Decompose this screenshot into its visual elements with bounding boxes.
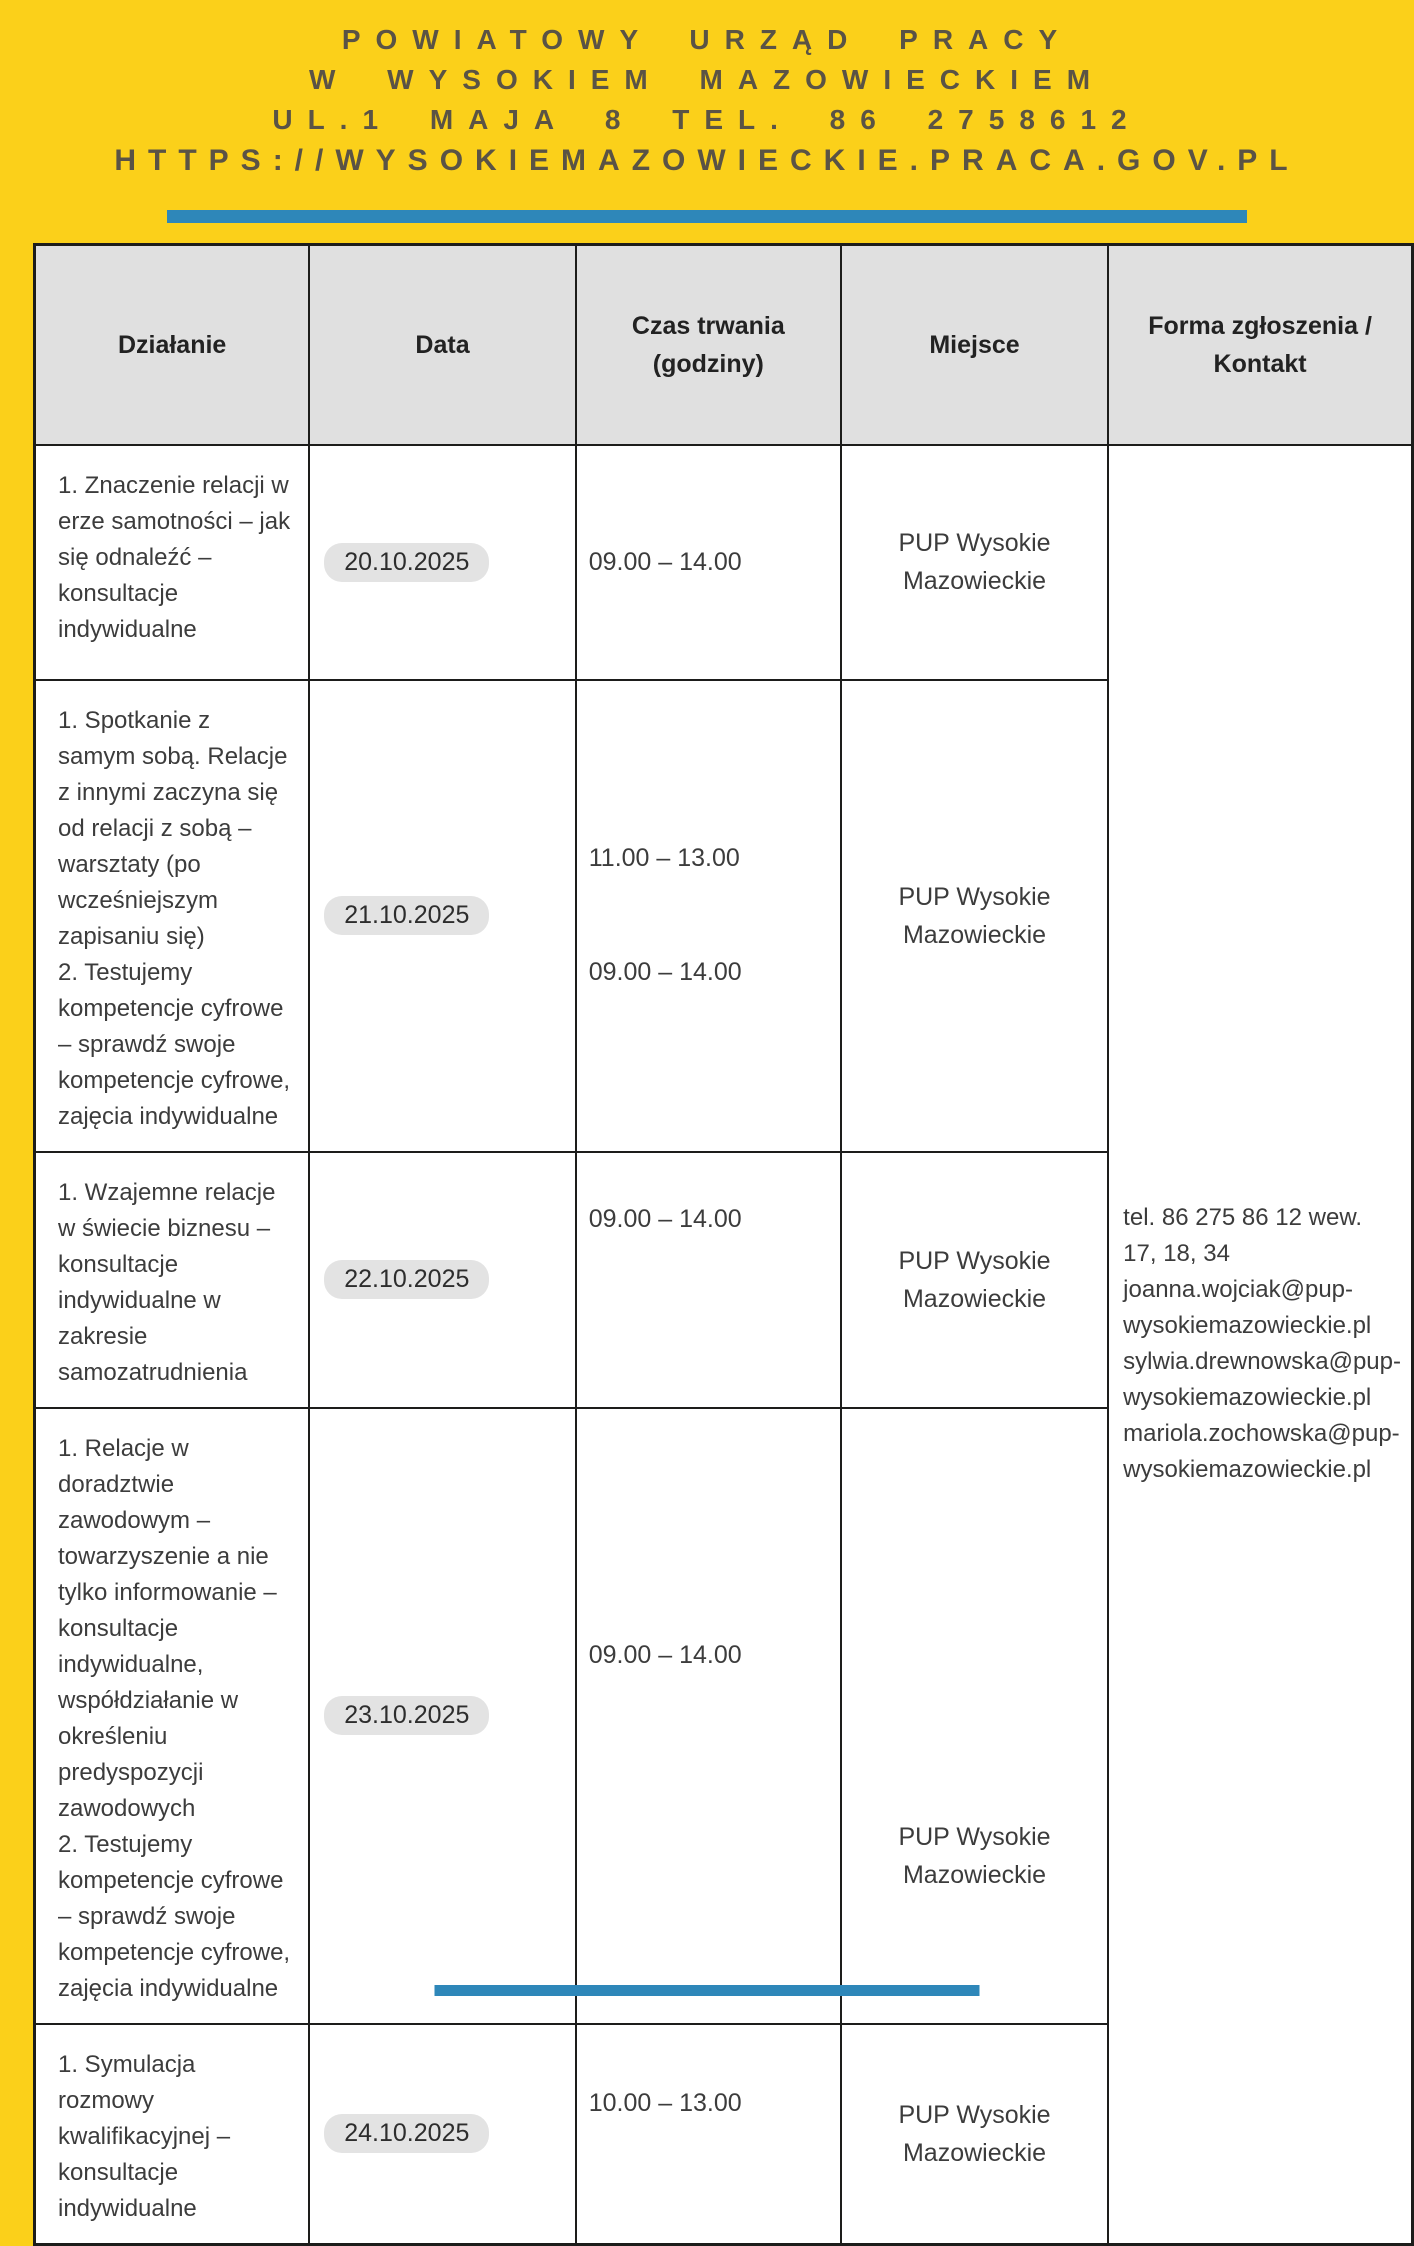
office-header: [0, 20, 1414, 181]
col-header-date: Data: [309, 245, 576, 445]
col-header-duration: Czas trwania (godziny): [576, 245, 841, 445]
date-cell: [309, 680, 576, 1152]
time-cell: [576, 1152, 841, 1408]
date-cell: [309, 1408, 576, 2024]
place-cell: PUP Wysokie Mazowieckie: [841, 2024, 1108, 2245]
time-cell: [576, 1408, 841, 2024]
time-value: 09.00 – 14.00: [588, 1205, 742, 1233]
office-name-line1: POWIATOWY URZĄD PRACY: [341, 24, 1073, 55]
time-value: 09.00 – 14.00: [588, 958, 742, 986]
time-value: 09.00 – 14.00: [588, 547, 742, 576]
place-cell: PUP Wysokie Mazowieckie: [841, 1152, 1108, 1408]
date-pill: 23.10.2025: [324, 1696, 489, 1735]
col-header-activity: Działanie: [35, 245, 310, 445]
date-pill: 20.10.2025: [324, 543, 489, 582]
date-pill: 24.10.2025: [324, 2114, 489, 2153]
footer-divider-bar: [435, 1985, 980, 1996]
header-divider-bar: [167, 210, 1247, 223]
time-value: 09.00 – 14.00: [588, 1641, 742, 1669]
col-header-place: Miejsce: [841, 245, 1108, 445]
date-pill: 22.10.2025: [324, 1260, 489, 1299]
date-pill: 21.10.2025: [324, 896, 489, 935]
place-cell: [841, 1408, 1108, 2024]
time-value: 11.00 – 13.00: [588, 844, 740, 872]
time-cell: [576, 680, 841, 1152]
time-cell: [576, 445, 841, 680]
col-header-contact: Forma zgłoszenia / Kontakt: [1108, 245, 1412, 445]
time-value: 10.00 – 13.00: [588, 2089, 742, 2117]
activity-cell: 1. Relacje w doradztwie zawodowym – towarzyszenie a nie tylko informowanie – konsultacje indywidualne, współdziałanie w określeniu predyspozycji zawodowych 2. Testujemy kompetencje cyfrowe – sprawdź swoje kompetencje cyfrowe, zajęcia indywidualne: [35, 1408, 310, 2024]
contact-cell: tel. 86 275 86 12 wew. 17, 18, 34 joanna.wojciak@pup-wysokiemazowieckie.pl sylwia.drewnowska@pup-wysokiemazowieckie.pl mariola.zochowska@pup-wysokiemazowieckie.pl: [1108, 445, 1412, 2245]
activity-cell: 1. Symulacja rozmowy kwalifikacyjnej – konsultacje indywidualne: [35, 2024, 310, 2245]
place-value: PUP Wysokie Mazowieckie: [898, 1822, 1051, 1889]
table-header-row: [35, 245, 1413, 445]
date-cell: [309, 1152, 576, 1408]
table-row: [35, 445, 1413, 680]
office-address-phone: UL.1 MAJA 8 TEL. 86 2758612: [272, 104, 1142, 135]
schedule-table: [33, 243, 1414, 2246]
time-cell: [576, 2024, 841, 2245]
activity-cell: 1. Wzajemne relacje w świecie biznesu – konsultacje indywidualne w zakresie samozatrudnienia: [35, 1152, 310, 1408]
date-cell: [309, 445, 576, 680]
activity-cell: 1. Spotkanie z samym sobą. Relacje z innymi zaczyna się od relacji z sobą – warsztaty (po wcześniejszym zapisaniu się) 2. Testujemy kompetencje cyfrowe – sprawdź swoje kompetencje cyfrowe, zajęcia indywidualne: [35, 680, 310, 1152]
office-website-url: HTTPS://WYSOKIEMAZOWIECKIE.PRACA.GOV.PL: [114, 144, 1300, 177]
schedule-table-wrap: [33, 243, 1414, 2246]
office-name-line2: W WYSOKIEM MAZOWIECKIEM: [308, 64, 1106, 95]
place-cell: PUP Wysokie Mazowieckie: [841, 680, 1108, 1152]
place-cell: PUP Wysokie Mazowieckie: [841, 445, 1108, 680]
activity-cell: 1. Znaczenie relacji w erze samotności – jak się odnaleźć – konsultacje indywidualne: [35, 445, 310, 680]
date-cell: [309, 2024, 576, 2245]
